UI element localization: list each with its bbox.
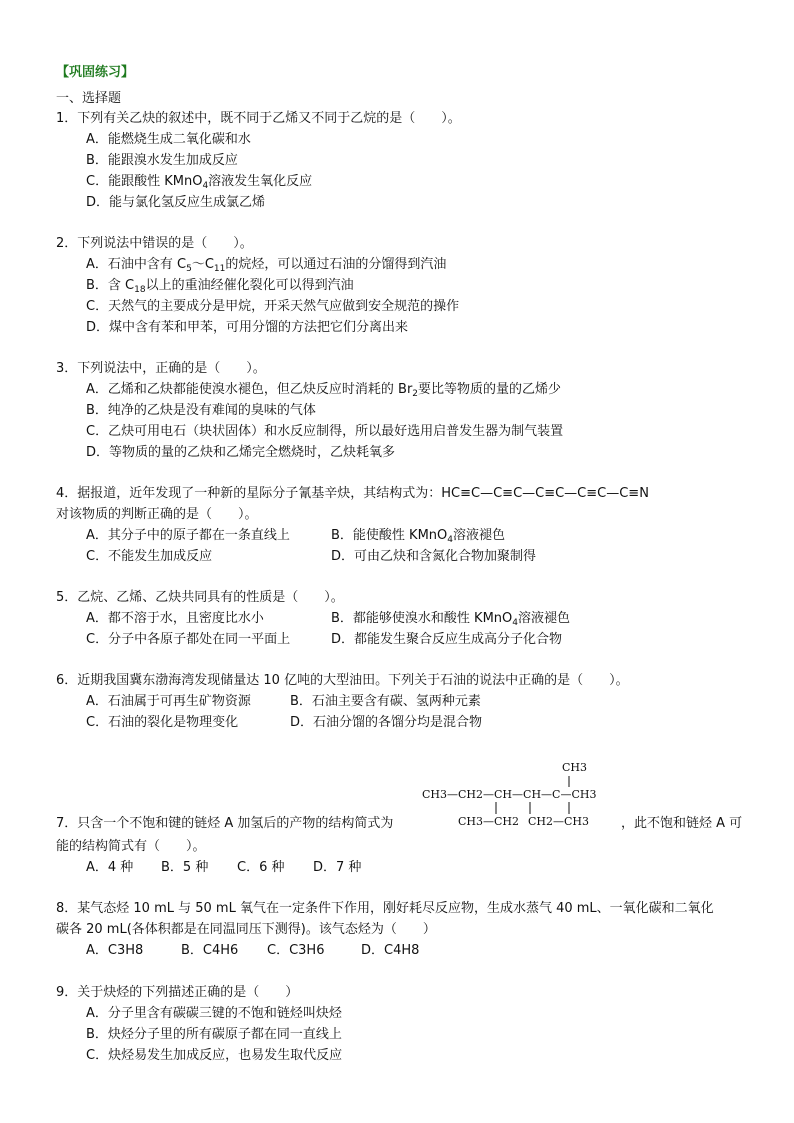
- structural-formula-svg: [418, 754, 618, 829]
- question-7-stem: 7．只含一个不饱和键的链烃 A 加氢后的产物的结构简式为: [56, 816, 394, 831]
- q3-option-a: A．乙烯和乙炔都能使溴水褪色，但乙炔反应时消耗的 $Br_2$要比等物质的量的乙烯少: [86, 382, 562, 399]
- q7-option-c: C．6 种: [237, 860, 285, 875]
- q5-option-b: B．都能够使溴水和酸性 KMnO$_4$溶液褪色: [331, 611, 571, 628]
- question-8-stem: 8．某气态烃 10 mL 与 50 mL 氧气在一定条件下作用，刚好耗尽反应物，生成水蒸气 40 mL、一氧化碳和二氧化: [56, 901, 714, 916]
- q9-option-a: A．分子里含有碳碳三键的不饱和链烃叫炔烃: [86, 1006, 342, 1021]
- q1-option-c: C．能跟酸性 KMnO$_4$溶液发生氧化反应: [86, 174, 313, 191]
- q3-option-c: C．乙炔可用电石（块状固体）和水反应制得，所以最好选用启普发生器为制气装置: [86, 424, 564, 439]
- formula-branch-right: CH2—CH3: [528, 815, 590, 828]
- question-1-stem: 1．下列有关乙炔的叙述中，既不同于乙烯又不同于乙烷的是（ ）。: [56, 111, 461, 126]
- q5-option-c: C．分子中各原子都处在同一平面上: [86, 632, 291, 647]
- q2-option-c: C．天然气的主要成分是甲烷，开采天然气应做到安全规范的操作: [86, 299, 460, 314]
- question-7-stem-2: 能的结构简式有（ ）。: [56, 839, 206, 854]
- q5-option-d: D．都能发生聚合反应生成高分子化合物: [331, 632, 563, 647]
- question-2-stem: 2．下列说法中错误的是（ ）。: [56, 236, 253, 251]
- formula-main-chain: CH3—CH2—CH—CH—C—CH3: [422, 788, 597, 801]
- question-8-stem-2: 碳各 20 mL(各体积都是在同温同压下测得)。该气态烃为（ ）: [56, 922, 436, 937]
- question-4-stem: 4．据报道，近年发现了一种新的星际分子氰基辛炔，其结构式为：HC≡C—C≡C—C≡C—C≡C—C≡N: [56, 486, 649, 501]
- q6-option-d: D．石油分馏的各馏分均是混合物: [290, 715, 483, 730]
- q2-option-b: B．含 $C_{18}$以上的重油经催化裂化可以得到汽油: [86, 278, 354, 295]
- q8-option-c: C．C3H6: [267, 943, 325, 958]
- q9-option-c: C．炔烃易发生加成反应，也易发生取代反应: [86, 1048, 343, 1063]
- q7-option-b: B．5 种: [161, 860, 209, 875]
- q4-option-a: A．其分子中的原子都在一条直线上: [86, 528, 290, 543]
- q4-option-b: B．能使酸性 KMnO$_4$溶液褪色: [331, 528, 506, 545]
- q6-option-c: C．石油的裂化是物理变化: [86, 715, 239, 730]
- q8-option-a: A．C3H8: [86, 943, 144, 958]
- q1-option-d: D．能与氯化氢反应生成氯乙烯: [86, 195, 266, 210]
- q5-option-a: A．都不溶于水，且密度比水小: [86, 611, 264, 626]
- question-4-stem-2: 对该物质的判断正确的是（ ）。: [56, 507, 258, 522]
- question-6-stem: 6．近期我国冀东渤海湾发现储量达 10 亿吨的大型油田。下列关于石油的说法中正确的是（ ）。: [56, 673, 629, 688]
- q3-option-b: B．纯净的乙炔是没有难闻的臭味的气体: [86, 403, 316, 418]
- part-title: 一、选择题: [56, 91, 122, 106]
- q4-option-c: C．不能发生加成反应: [86, 549, 213, 564]
- q1-option-b: B．能跟溴水发生加成反应: [86, 153, 238, 168]
- q7-option-a: A．4 种: [86, 860, 134, 875]
- formula-branch-left: CH3—CH2: [458, 815, 520, 828]
- q6-option-b: B．石油主要含有碳、氢两种元素: [290, 694, 481, 709]
- question-3-stem: 3．下列说法中，正确的是（ ）。: [56, 361, 266, 376]
- formula-top-ch3: CH3: [562, 761, 588, 774]
- q6-option-a: A．石油属于可再生矿物资源: [86, 694, 251, 709]
- question-9-stem: 9．关于炔烃的下列描述正确的是（ ）: [56, 985, 299, 1000]
- question-7-stem-tail: ，此不饱和链烃 A 可: [621, 816, 743, 831]
- q2-option-d: D．煤中含有苯和甲苯，可用分馏的方法把它们分离出来: [86, 320, 409, 335]
- question-5-stem: 5．乙烷、乙烯、乙炔共同具有的性质是（ ）。: [56, 590, 344, 605]
- q8-option-b: B．C4H6: [181, 943, 239, 958]
- section-title: 【巩固练习】: [56, 65, 135, 80]
- q9-option-b: B．炔烃分子里的所有碳原子都在同一直线上: [86, 1027, 342, 1042]
- q2-option-a: A．石油中含有 $C_5\sim C_{11}$的烷烃，可以通过石油的分馏得到汽油: [86, 257, 447, 274]
- q8-option-d: D．C4H8: [361, 943, 420, 958]
- q4-option-d: D．可由乙炔和含氮化合物加聚制得: [331, 549, 537, 564]
- q7-option-d: D．7 种: [313, 860, 362, 875]
- q1-option-a: A．能燃烧生成二氧化碳和水: [86, 132, 251, 147]
- q3-option-d: D．等物质的量的乙炔和乙烯完全燃烧时，乙炔耗氧多: [86, 445, 396, 460]
- structural-formula: [418, 754, 618, 829]
